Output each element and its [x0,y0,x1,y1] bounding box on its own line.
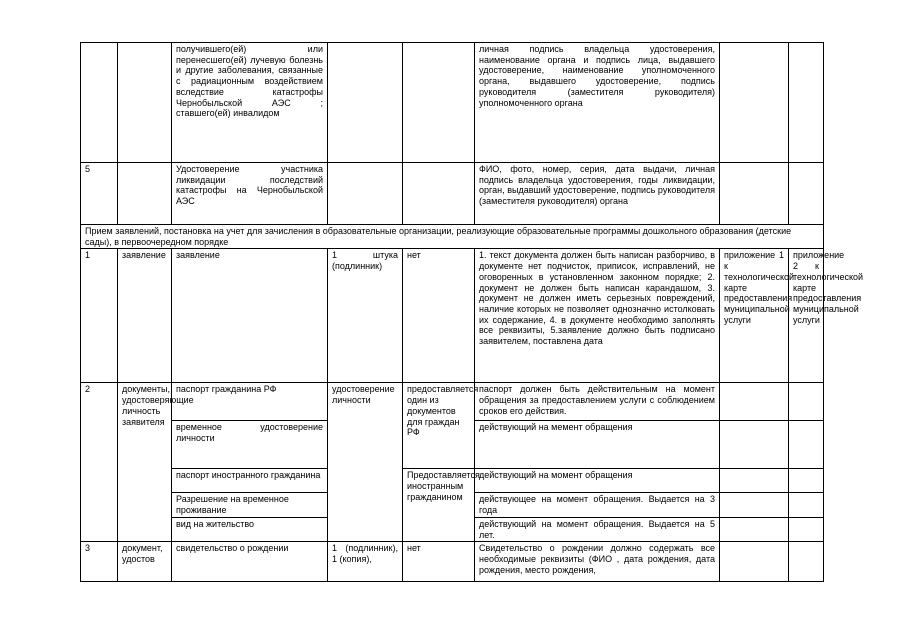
table-row [81,43,824,163]
cell-doc-name: заявление [172,249,328,383]
cell-sample [789,43,824,163]
cell-doc-name: временное удостоверение личности [172,421,328,469]
cell-condition: нет [403,542,475,582]
cell-form [720,163,789,225]
section-heading-row [81,225,824,249]
cell-num: 1 [81,249,118,383]
cell-form [720,383,789,421]
cell-sample [789,469,824,493]
cell-doc-name: получившего(ей) или перенесшего(ей) лучевую болезнь и другие заболевания, связанные с радиационным воздействием вследствие катастрофы Чернобыльской АЭС ; ставшего(ей) инвалидом [172,43,328,163]
section-heading: Прием заявлений, постановка на учет для зачисления в образовательные организации, реализующие образовательные программы дошкольного образования (детские сады), в первоочередном порядке [81,225,824,249]
cell-count: 1 (подлинник), 1 (копия), [328,542,403,582]
documents-table [80,42,864,582]
cell-requirements: 1. текст документа должен быть написан разборчиво, в документе нет подчисток, приписок, исправлений, не оговоренных в установленном законном порядке; 2. документ не должен быть написан карандашом, 3. документ не должен иметь серьезных повреждений, наличие которых не позволяет однозначно истолковать их содержание, 4. в документе необходимо заполнять все реквизиты, 5.заявление должно быть подписано заявителем, поставлена дата [475,249,720,383]
cell-num: 5 [81,163,118,225]
table-row [81,163,824,225]
table-row [81,469,824,493]
cell-sample [789,517,824,541]
cell-form [720,542,789,582]
cell-doc-name: паспорт иностранного гражданина [172,469,328,493]
cell-form [720,493,789,517]
table-row [81,542,824,582]
cell-count: удостоверение личности [328,383,403,542]
cell-requirements: ФИО, фото, номер, серия, дата выдачи, личная подпись владельца удостоверения, годы ликвидации, орган, выдавший удостоверение, подпись руководителя (заместителя руководителя) органа [475,163,720,225]
cell-doc-name: Удостоверение участника ликвидации последствий катастрофы на Чернобыльской АЭС [172,163,328,225]
cell-doc-name: Разрешение на временное проживание [172,493,328,517]
cell-sample [789,421,824,469]
cell-condition: предоставляется один из документов для граждан РФ [403,383,475,469]
cell-category: заявление [118,249,172,383]
cell-num: 2 [81,383,118,542]
cell-requirements: действующий на мемент обращения [475,421,720,469]
cell-requirements: действующее на момент обращения. Выдается на 3 года [475,493,720,517]
cell-sample [789,383,824,421]
cell-doc-name: свидетельство о рождении [172,542,328,582]
cell-requirements: действующий на момент обращения. Выдается на 5 лет. [475,517,720,541]
cell-requirements: личная подпись владельца удостоверения, наименование органа и подпись лица, выдавшего удостоверение, наименование уполномоченного органа, выдавшего удостоверение, подпись руководителя (заместителя руководителя) уполномоченного органа [475,43,720,163]
cell-num: 3 [81,542,118,582]
cell-sample [789,163,824,225]
cell-requirements: Свидетельство о рождении должно содержать все необходимые реквизиты (ФИО , дата рождения, дата рождения, место рождения, [475,542,720,582]
cell-category: документы, удостоверяющие личность заявителя [118,383,172,542]
table-row [81,383,824,421]
cell-category [118,163,172,225]
cell-condition: нет [403,249,475,383]
cell-category [118,43,172,163]
cell-condition [403,43,475,163]
cell-sample [789,542,824,582]
cell-condition: Предоставляется иностранным гражданином [403,469,475,542]
cell-requirements: действующий на момент обращения [475,469,720,493]
cell-requirements: паспорт должен быть действительным на момент обращения за предоставлением услуги с соблюдением сроков его действия. [475,383,720,421]
cell-count [328,163,403,225]
cell-form [720,517,789,541]
cell-category: документ, удостов [118,542,172,582]
document-page [80,42,864,582]
cell-condition [403,163,475,225]
cell-sample: приложение 2 к технологической карте предоставления муниципальной услуги [789,249,824,383]
cell-sample [789,493,824,517]
cell-form [720,469,789,493]
cell-num [81,43,118,163]
cell-form [720,43,789,163]
cell-form: приложение 1 к технологической карте предоставления муниципальной услуги [720,249,789,383]
cell-doc-name: паспорт гражданина РФ [172,383,328,421]
cell-form [720,421,789,469]
table-row [81,249,824,383]
cell-count: 1 штука (подлинник) [328,249,403,383]
cell-doc-name: вид на жительство [172,517,328,541]
cell-count [328,43,403,163]
